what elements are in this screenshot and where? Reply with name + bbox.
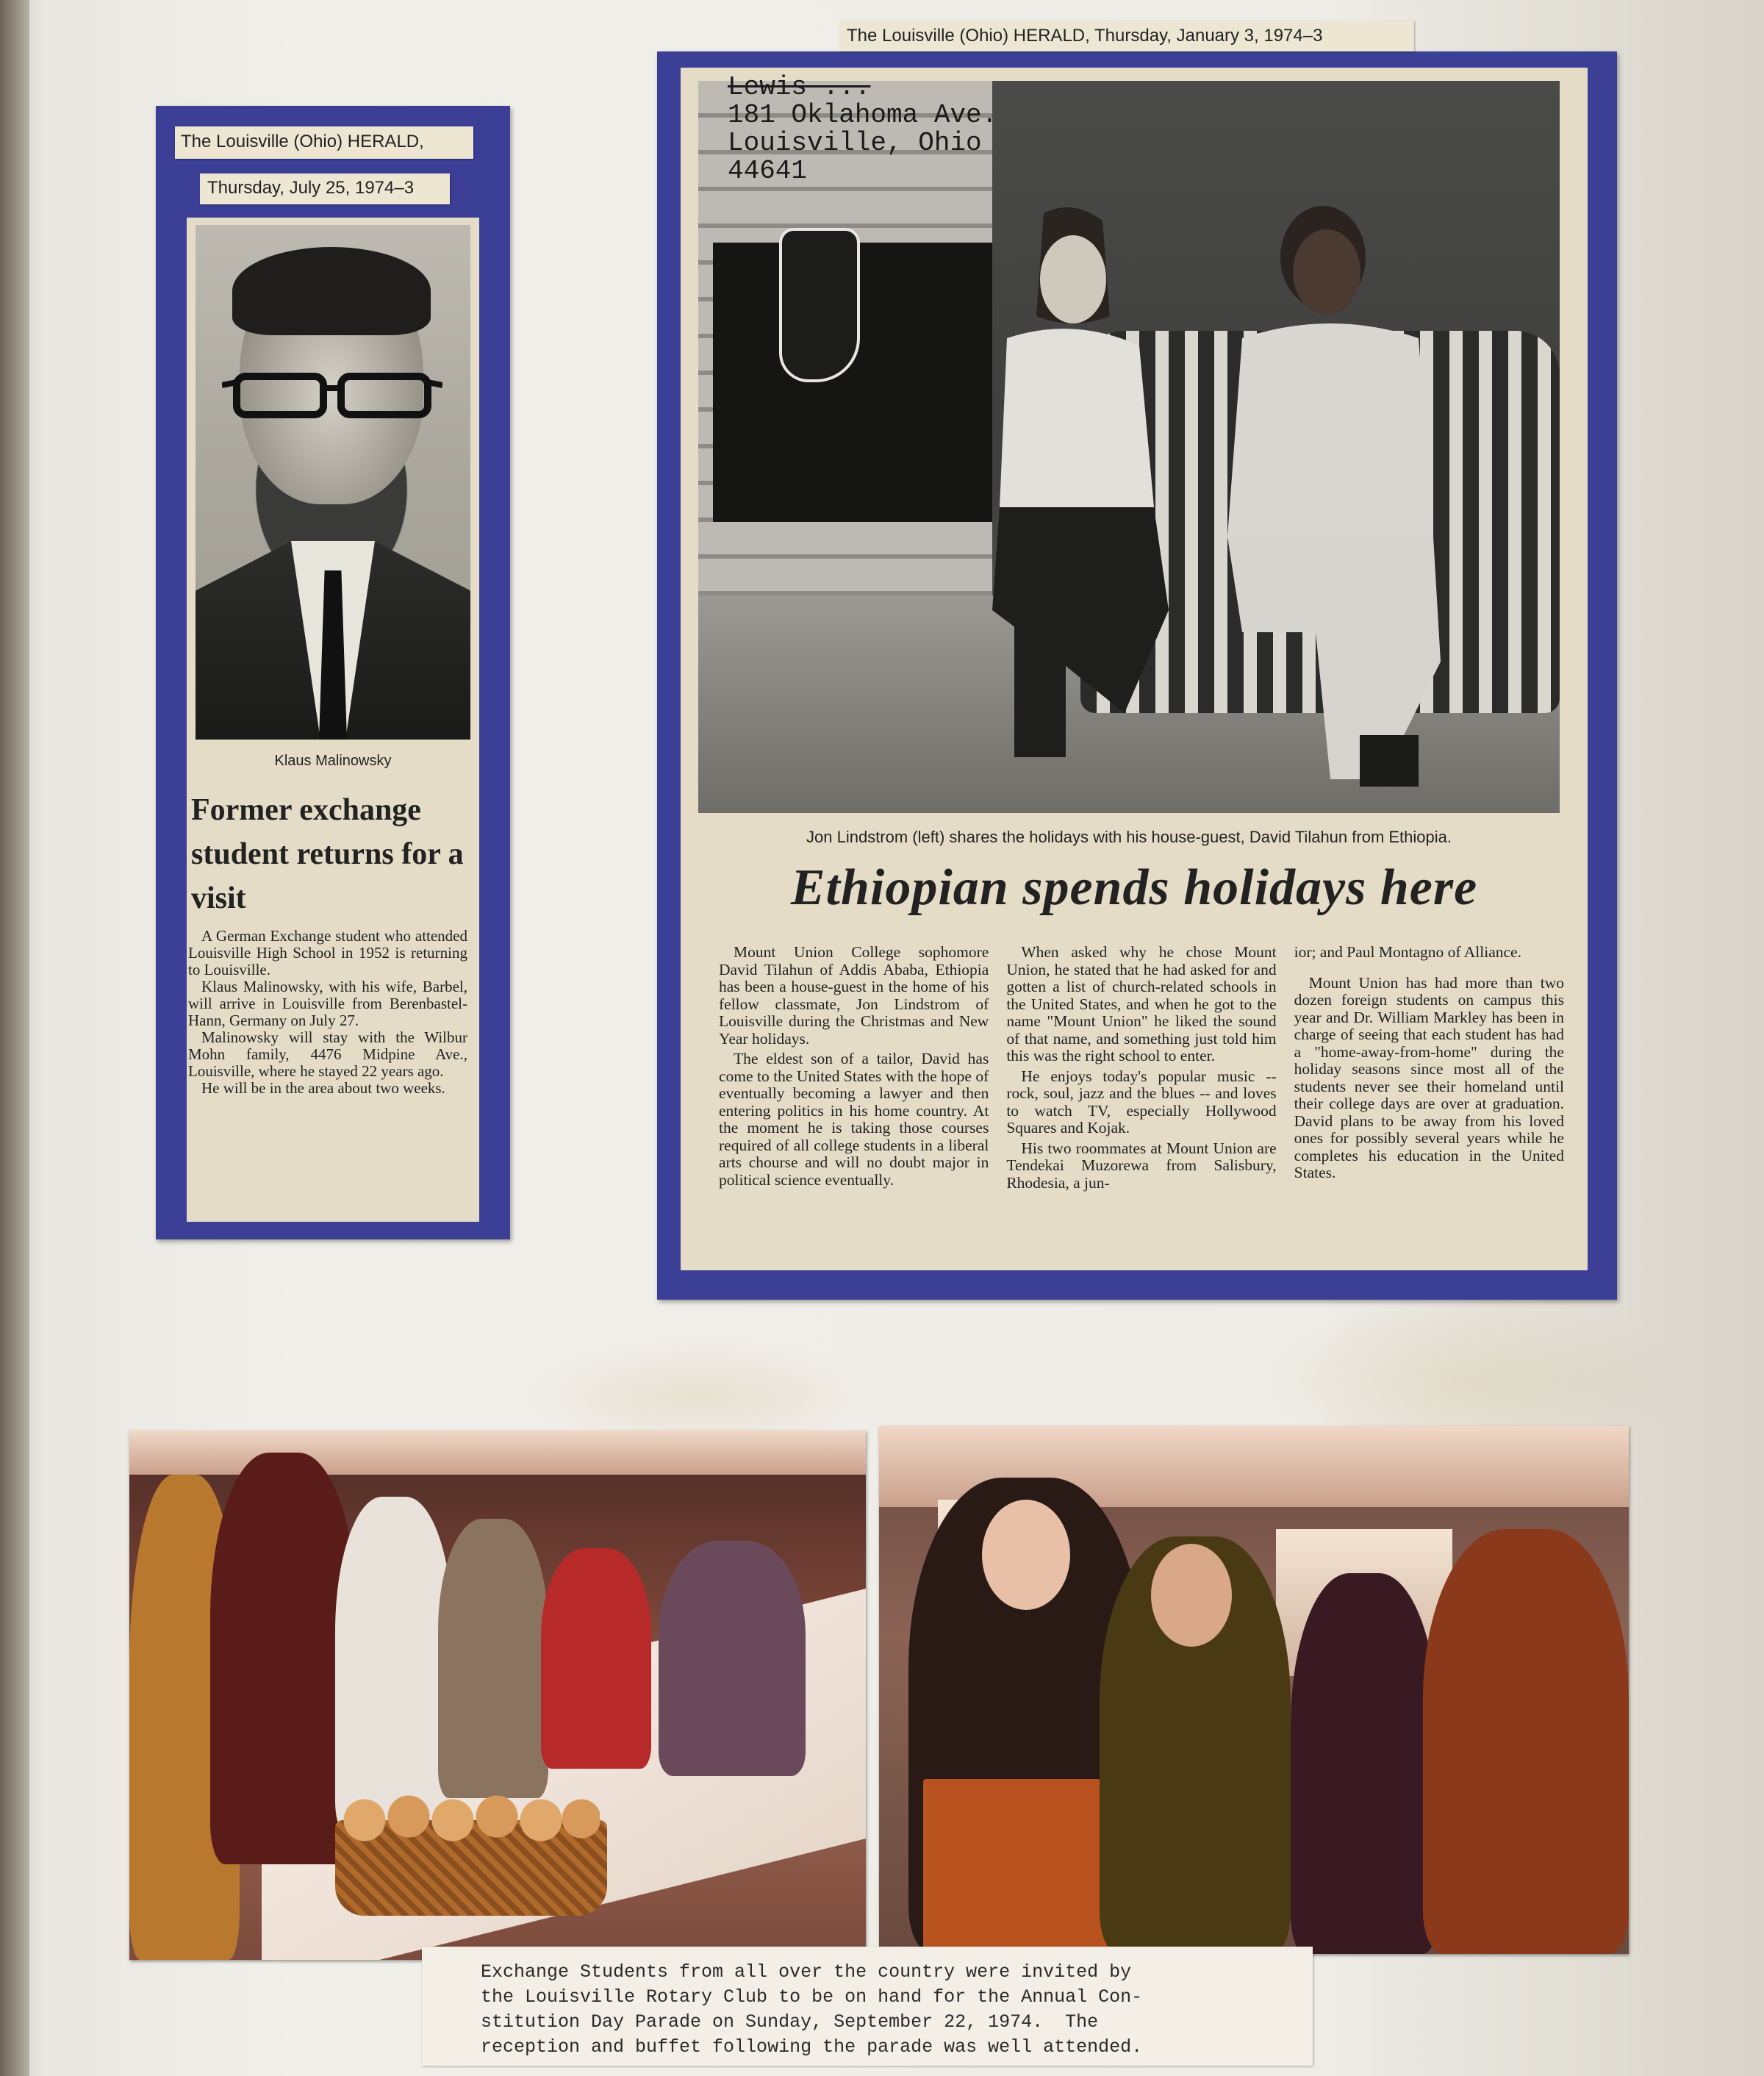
person-right-figure [1198, 191, 1463, 794]
left-masthead-date: Thursday, July 25, 1974–3 [200, 173, 450, 204]
student-figure [1423, 1529, 1629, 1954]
article-column [1294, 944, 1564, 1195]
right-paragraph: His two roommates at Mount Union are Tendekai Muzorewa from Salisbury, Rhodesia, a jun- [1006, 1139, 1277, 1192]
reception-photo [879, 1426, 1629, 1954]
person-left-figure [963, 198, 1183, 772]
typed-address-overlay [728, 74, 1051, 185]
typed-address-line: 181 Oklahoma Ave. [728, 100, 998, 130]
glasses-icon [222, 372, 442, 419]
right-masthead: The Louisville (Ohio) HERALD, Thursday, January 3, 1974–3 [839, 21, 1414, 51]
portrait-caption: Klaus Malinowsky [274, 753, 392, 769]
left-paragraph: Malinowsky will stay with the Wilbur Mohn family, 4476 Midpine Ave., Louisville, where he stayed 22 years ago. [188, 1028, 467, 1080]
student-figure [335, 1497, 453, 1835]
portrait-hair [232, 247, 431, 335]
student-figure [541, 1548, 651, 1769]
left-article-body [188, 928, 467, 1097]
left-headline: Former exchange student returns for a visit [191, 793, 464, 915]
buffet-photo [129, 1431, 866, 1960]
typed-address-line: Louisville, Ohio 44641 [728, 128, 982, 186]
holiday-photo [698, 81, 1560, 813]
left-paragraph: He will be in the area about two weeks. [201, 1079, 445, 1097]
ceiling [129, 1431, 866, 1475]
typed-address-line: Lewis ... [728, 72, 871, 102]
right-paragraph: ior; and Paul Montagno of Alliance. [1294, 943, 1521, 961]
stocking-icon [779, 228, 860, 382]
album-binding [0, 0, 29, 2076]
bread-rolls [343, 1791, 600, 1842]
right-paragraph: Mount Union has had more than two dozen foreign students on campus this year and Dr. William Markley has been in charge of seeing that each student has had a "home-away-from-home" during the holiday seasons since most all of the students never see their homeland until their college days are over at graduation. David plans to be away from his loved ones for possibly several years while he completes his education in the United States. [1294, 973, 1564, 1181]
right-paragraph: When asked why he chose Mount Union, he stated that he had asked for and gotten a list of church-related schools in the United States, and when he got to the name "Mount Union" he liked the sound of that name, and something just told him this was the right school to enter. [1006, 943, 1277, 1064]
student-face [982, 1500, 1070, 1610]
article-column [719, 944, 989, 1195]
right-paragraph: Mount Union College sophomore David Tilahun of Addis Ababa, Ethiopia has been a house-guest in the home of his fellow classmate, Jon Lindstrom of Louisville during the Christmas and New Year holidays. [719, 943, 989, 1048]
right-paragraph: The eldest son of a tailor, David has come to the United States with the hope of eventually becoming a lawyer and then entering politics in his home country. At the moment he is taking those courses required of all college students in a liberal arts chourse and will no doubt major in political science eventually. [719, 1050, 989, 1189]
student-figure [1291, 1573, 1438, 1954]
holiday-photo-caption: Jon Lindstrom (left) shares the holidays with his house-guest, David Tilahun from Ethiopia. [806, 828, 1452, 846]
portrait-photo [196, 225, 470, 740]
student-skirt [923, 1779, 1129, 1954]
article-column [1006, 944, 1276, 1195]
typed-photo-caption: Exchange Students from all over the country were invited by the Louisville Rotary Club to be on hand for the Annual Con- stitution Day Parade on Sunday, September 22, 1974. The reception and buffet following the parade was well attended. [422, 1947, 1313, 2066]
student-face [1151, 1544, 1232, 1647]
right-headline: Ethiopian spends holidays here [790, 859, 1478, 916]
left-masthead-paper: The Louisville (Ohio) HERALD, [175, 126, 473, 159]
student-figure [659, 1541, 806, 1776]
right-paragraph: He enjoys today's popular music -- rock, soul, jazz and the blues -- and loves to watch TV, especially Hollywood Squares and Kojak. [1006, 1067, 1277, 1137]
right-article-body [719, 944, 1564, 1195]
student-figure [438, 1519, 548, 1798]
left-paragraph: Klaus Malinowsky, with his wife, Barbel, will arrive in Louisville from Berenbastel-Hann, Germany on July 27. [188, 978, 467, 1029]
left-paragraph: A German Exchange student who attended Louisville High School in 1952 is returning to Louisville. [188, 927, 467, 978]
